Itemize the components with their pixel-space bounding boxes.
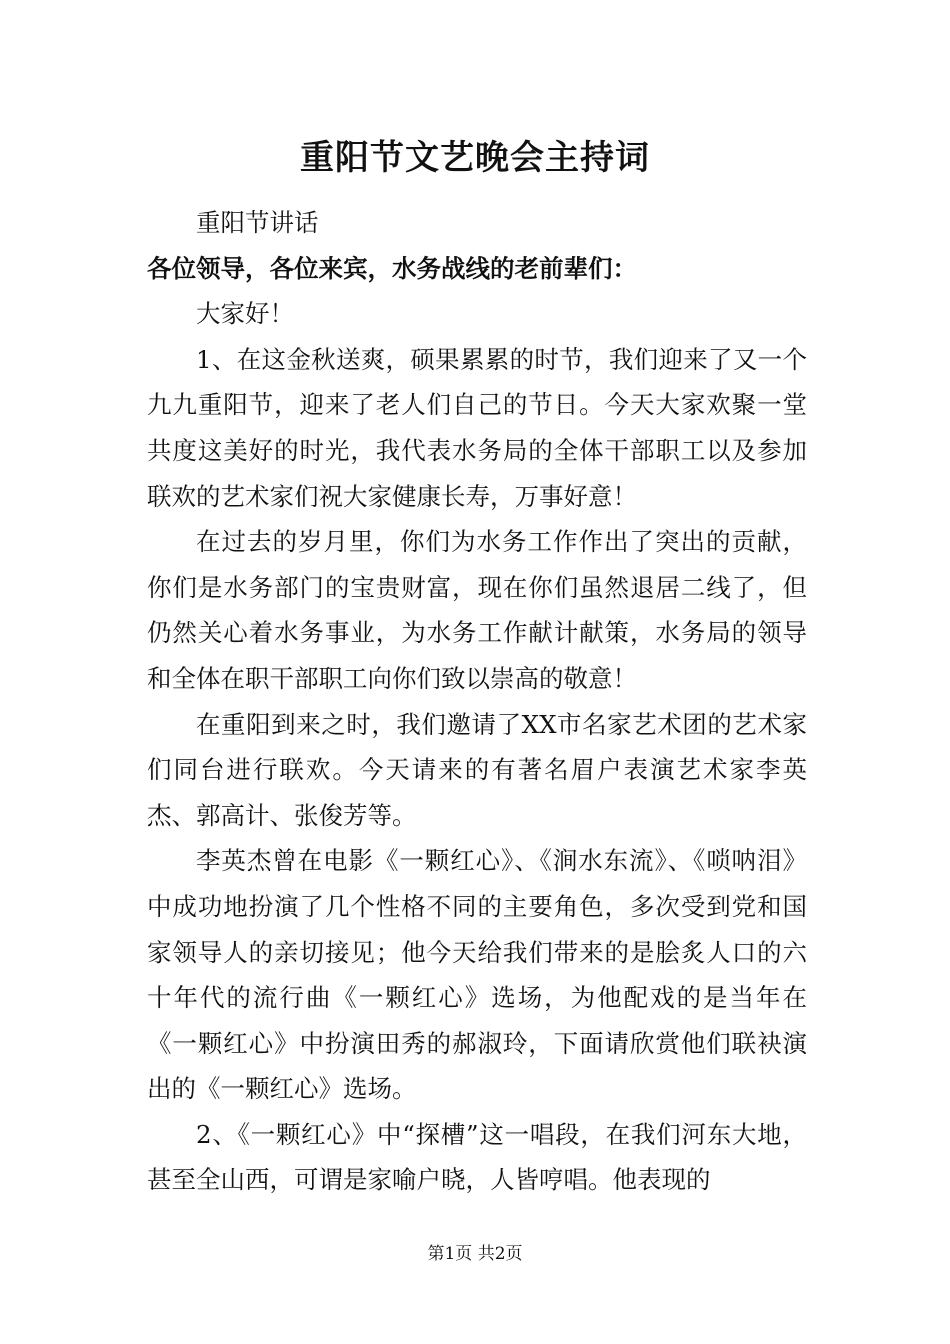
body-paragraph-4: 李英杰曾在电影《一颗红心》、《涧水东流》、《唢呐泪》中成功地扮演了几个性格不同的主要角色，多次受到党和国家领导人的亲切接见；他今天给我们带来的是脍炙人口的六十年代的流行曲《一颗红心》选场，为他配戏的是当年在《一颗红心》中扮演田秀的郝淑玲，下面请欣赏他们联袂演出的《一颗红心》选场。	[147, 846, 807, 1104]
salutation-paragraph: 各位领导，各位来宾，水务战线的老前辈们：	[147, 253, 637, 283]
body-paragraph-5: 2、《一颗红心》中“探槽”这一唱段，在我们河东大地，甚至全山西，可谓是家喻户晓，人皆哼唱。他表现的	[147, 1119, 807, 1195]
body-paragraph-1: 1、在这金秋送爽，硕果累累的时节，我们迎来了又一个九九重阳节，迎来了老人们自己的节日。今天大家欢聚一堂共度这美好的时光，我代表水务局的全体干部职工以及参加联欢的艺术家们祝大家健康长寿，万事好意！	[147, 344, 807, 511]
body-paragraph-2: 在过去的岁月里，你们为水务工作作出了突出的贡献，你们是水务部门的宝贵财富，现在你们虽然退居二线了，但仍然关心着水务事业，为水务工作献计献策，水务局的领导和全体在职干部职工向你们致以崇高的敬意！	[147, 527, 807, 693]
body-paragraph-3: 在重阳到来之时，我们邀请了XX市名家艺术团的艺术家们同台进行联欢。今天请来的有著名眉户表演艺术家李英杰、郭高计、张俊芳等。	[147, 709, 807, 830]
page-footer: 第1页 共2页	[427, 1244, 523, 1264]
document-title: 重阳节文艺晚会主持词	[300, 138, 650, 178]
document-body	[147, 200, 807, 1203]
greeting-paragraph: 大家好！	[196, 299, 294, 329]
subtitle-paragraph: 重阳节讲话	[196, 208, 319, 237]
